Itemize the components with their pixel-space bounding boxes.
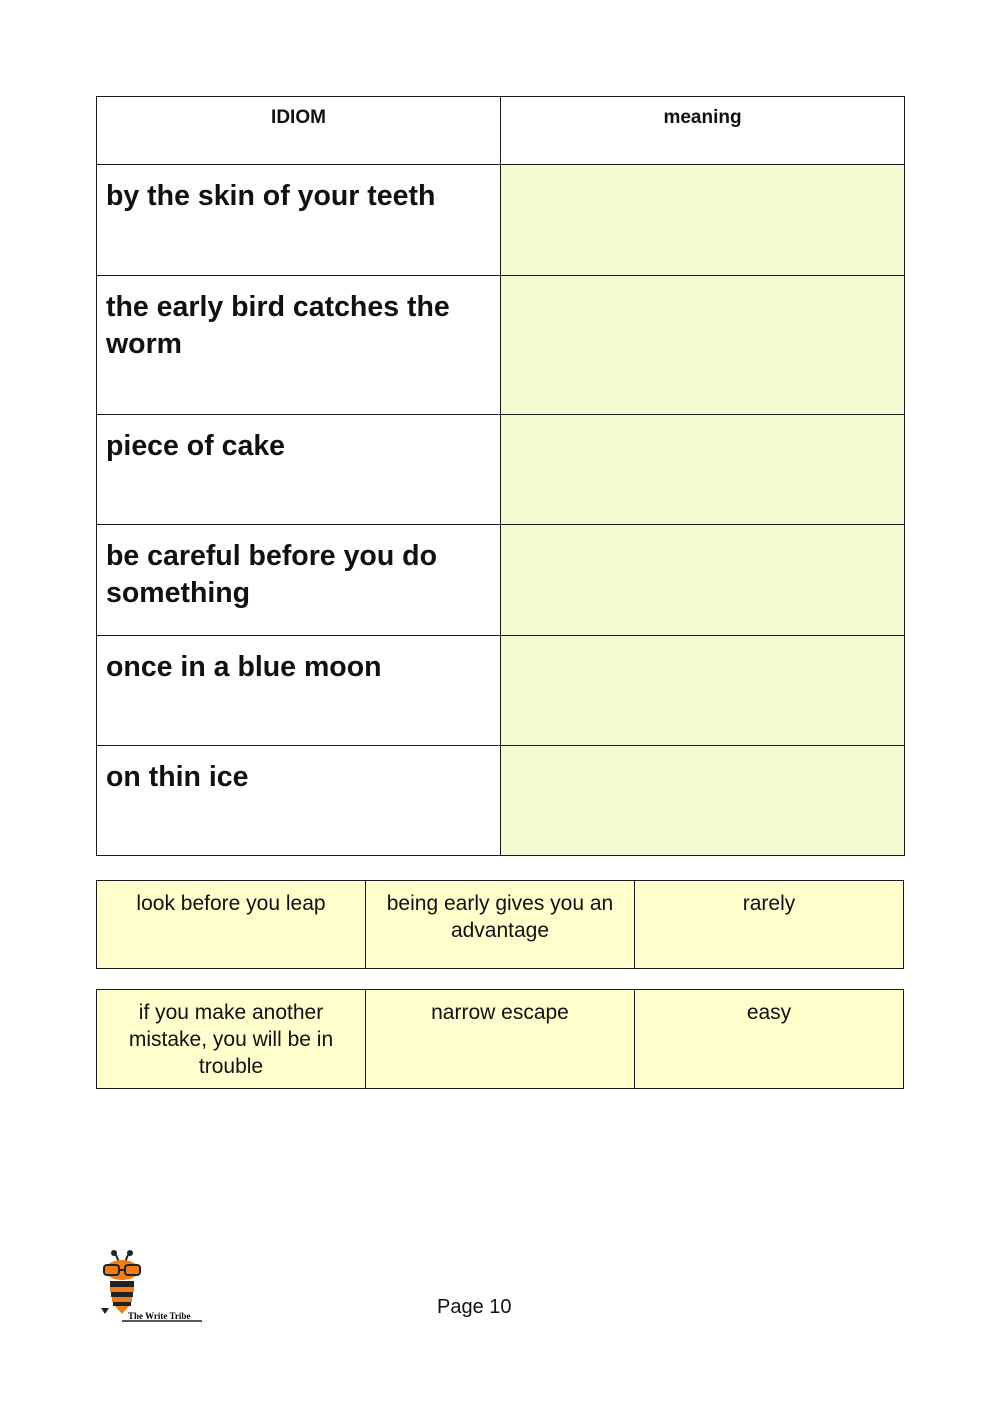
- table-row: [97, 746, 905, 856]
- table-row: [97, 276, 905, 415]
- page-number: Page 10: [437, 1296, 512, 1318]
- write-tribe-logo: [98, 1248, 210, 1328]
- idiom-matching-table: [96, 96, 905, 856]
- idiom-cell: once in a blue moon: [97, 636, 501, 746]
- table-row: [97, 525, 905, 636]
- idiom-cell: by the skin of your teeth: [97, 165, 501, 276]
- column-header-meaning: meaning: [501, 97, 905, 165]
- idiom-cell: piece of cake: [97, 415, 501, 525]
- table-row: [97, 165, 905, 276]
- meaning-drop-cell[interactable]: [501, 165, 905, 276]
- answer-card[interactable]: being early gives you an advantage: [366, 881, 635, 969]
- meaning-drop-cell[interactable]: [501, 276, 905, 415]
- answer-card[interactable]: easy: [635, 990, 904, 1089]
- bee-icon: [98, 1248, 210, 1328]
- meaning-drop-cell[interactable]: [501, 636, 905, 746]
- answer-card[interactable]: narrow escape: [366, 990, 635, 1089]
- table-row: [97, 415, 905, 525]
- logo-text: The Write Tribe: [128, 1311, 191, 1321]
- table-header-row: [97, 97, 905, 165]
- column-header-idiom: IDIOM: [97, 97, 501, 165]
- table-row: [97, 636, 905, 746]
- idiom-cell: be careful before you do something: [97, 525, 501, 636]
- meaning-drop-cell[interactable]: [501, 525, 905, 636]
- answer-cards-row-2: [96, 989, 904, 1089]
- meaning-drop-cell[interactable]: [501, 746, 905, 856]
- answer-card[interactable]: rarely: [635, 881, 904, 969]
- answer-cards-row-1: [96, 880, 904, 969]
- meaning-drop-cell[interactable]: [501, 415, 905, 525]
- idiom-cell: on thin ice: [97, 746, 501, 856]
- answer-card[interactable]: look before you leap: [97, 881, 366, 969]
- answer-card[interactable]: if you make another mistake, you will be in trouble: [97, 990, 366, 1089]
- idiom-cell: the early bird catches the worm: [97, 276, 501, 415]
